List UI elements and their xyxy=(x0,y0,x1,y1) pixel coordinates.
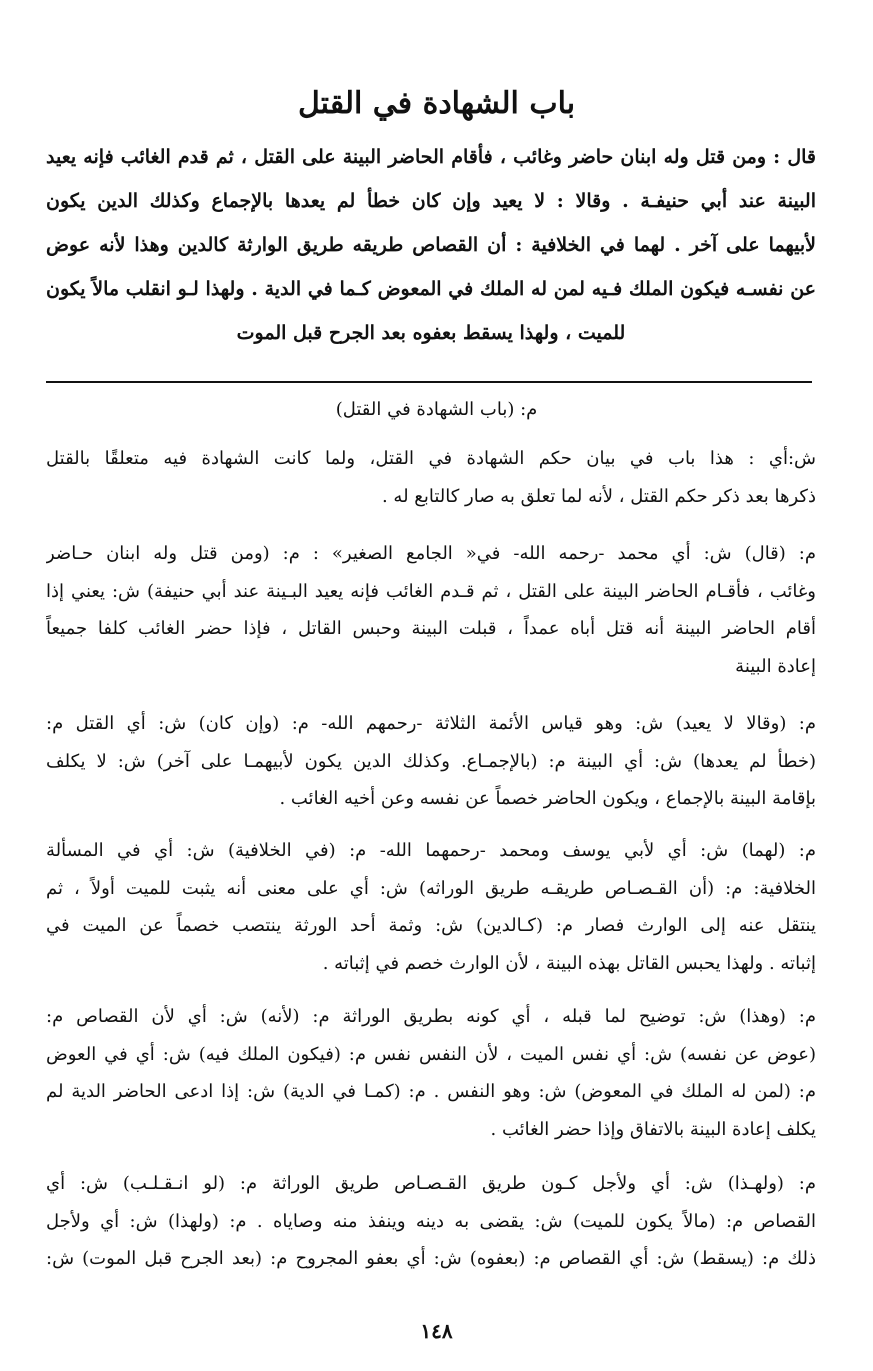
matn-line: قال : ومن قتل وله ابنان حاضر وغائب ، فأقام الحاضر البينة على القتل ، ثم قدم الغائب فإنه يعيد xyxy=(46,146,816,168)
chapter-title: باب الشهادة في القتل xyxy=(297,86,576,121)
sharh-line: م: (وهذا) ش: توضيح لما قبله ، أي كونه بطريق الوراثة م: (لأنه) ش: أي لأن القصاص م: xyxy=(46,1006,816,1027)
sharh-line: م: (لمن له الملك في المعوض) ش: وهو النفس . م: (كمـا في الدية) ش: إذا ادعى الحاضر الدية لم xyxy=(46,1081,816,1102)
sharh-line: ذلك م: (يسقط) ش: أي القصاص م: (بعفوه) ش: أي بعفو المجروح م: (بعد الجرح قبل الموت) ش: xyxy=(46,1248,816,1269)
matn-line: للميت ، ولهذا يسقط بعفوه بعد الجرح قبل الموت xyxy=(236,322,626,344)
sharh-paragraph xyxy=(46,998,816,1148)
sharh-paragraph xyxy=(46,535,816,685)
sharh-line: ينتقل عنه إلى الوارث فصار م: (كـالدين) ش: وثمة أحد الورثة ينتصب خصماً عن الميت في xyxy=(46,915,816,936)
sharh-line: بإقامة البينة بالإجماع ، ويكون الحاضر خصماً عن نفسه وعن أخيه الغائب . xyxy=(279,788,816,809)
matn-text xyxy=(46,135,816,355)
matn-line: لأبيهما على آخر . لهما في الخلافية : أن القصاص طريقه طريق الوارثة كالدين وهذا لأنه عوض xyxy=(46,234,816,256)
sharh-paragraph xyxy=(46,1165,816,1278)
matn-line: البينة عند أبي حنيفـة . وقالا : لا يعيد وإن كان خطأ لم يعدها بالإجماع وكذلك الدين يكون xyxy=(46,190,816,212)
sharh-line: (خطأ لم يعدها) ش: أي البينة م: (بالإجمـاع. وكذلك الدين يكون لأبيهمـا على آخر) ش: لا يكلف xyxy=(46,750,816,772)
sharh-line: أقام الحاضر البينة أنه قتل أباه عمداً ، قبلت البينة وحبس القاتل ، فإذا حضر الغائب كلفا جميعاً xyxy=(46,618,816,639)
sharh-line: (عوض عن نفسه) ش: أي نفس الميت ، لأن النفس نفس م: (فيكون الملك فيه) ش: أي في العوض xyxy=(46,1043,816,1065)
page-number: ١٤٨ xyxy=(420,1319,453,1343)
sharh-line: م: (ولهـذا) ش: أي ولأجل كـون طريق القـصـاص طريق الوراثة م: (لو انـقـلـب) ش: أي xyxy=(46,1173,816,1194)
sharh-line: إثباته . ولهذا يحبس القاتل بهذه البينة ، لأن الوارث خصم في إثباته . xyxy=(322,952,816,974)
sharh-line: ذكرها بعد ذكر حكم القتل ، لأنه لما تعلق به صار كالتابع له . xyxy=(381,485,816,507)
sharh-paragraph xyxy=(46,705,816,818)
matn-line: عن نفسـه فيكون الملك فـيه لمن له الملك في المعوض كـما في الدية . ولهذا لـو انقلب مالاً يكون xyxy=(46,278,816,300)
sharh-line: م: (لهما) ش: أي لأبي يوسف ومحمد -رحمهما الله- م: (في الخلافية) ش: أي في المسألة xyxy=(46,840,816,861)
sharh-paragraph xyxy=(46,440,816,515)
sharh-line: إعادة البينة xyxy=(735,655,816,677)
sharh-line: وغائب ، فأقـام الحاضر البينة على القتل ، ثم قـدم الغائب فإنه يعيد البـينة عند أبي حنيفة) ش: يعني إذا xyxy=(46,580,816,602)
separator-rule xyxy=(46,381,812,383)
sharh-line: م: (قال) ش: أي محمد -رحمه الله- في« الجامع الصغير» : م: (ومن قتل وله ابنان حـاضر xyxy=(46,543,816,564)
sharh-line: ش:أي : هذا باب في بيان حكم الشهادة في القتل، ولما كانت الشهادة فيه متعلقًا بالقتل xyxy=(46,448,816,469)
sharh-line: يكلف إعادة البينة بالاتفاق وإذا حضر الغائب . xyxy=(490,1118,816,1140)
sharh-line: م: (وقالا لا يعيد) ش: وهو قياس الأئمة الثلاثة -رحمهم الله- م: (وإن كان) ش: أي القتل م: xyxy=(46,713,816,734)
sharh-paragraph xyxy=(46,832,816,982)
sharh-heading: م: (باب الشهادة في القتل) xyxy=(335,399,538,420)
sharh-line: الخلافية: م: (أن القـصـاص طريقـه طريق الوراثه) ش: أي على معنى أنه يثبت للميت أولاً ، ثم xyxy=(46,877,816,899)
sharh-line: القصاص م: (مالاً يكون للميت) ش: يقضى به دينه وينفذ منه وصاياه . م: (ولهذا) ش: أي ولأجل xyxy=(46,1210,816,1232)
